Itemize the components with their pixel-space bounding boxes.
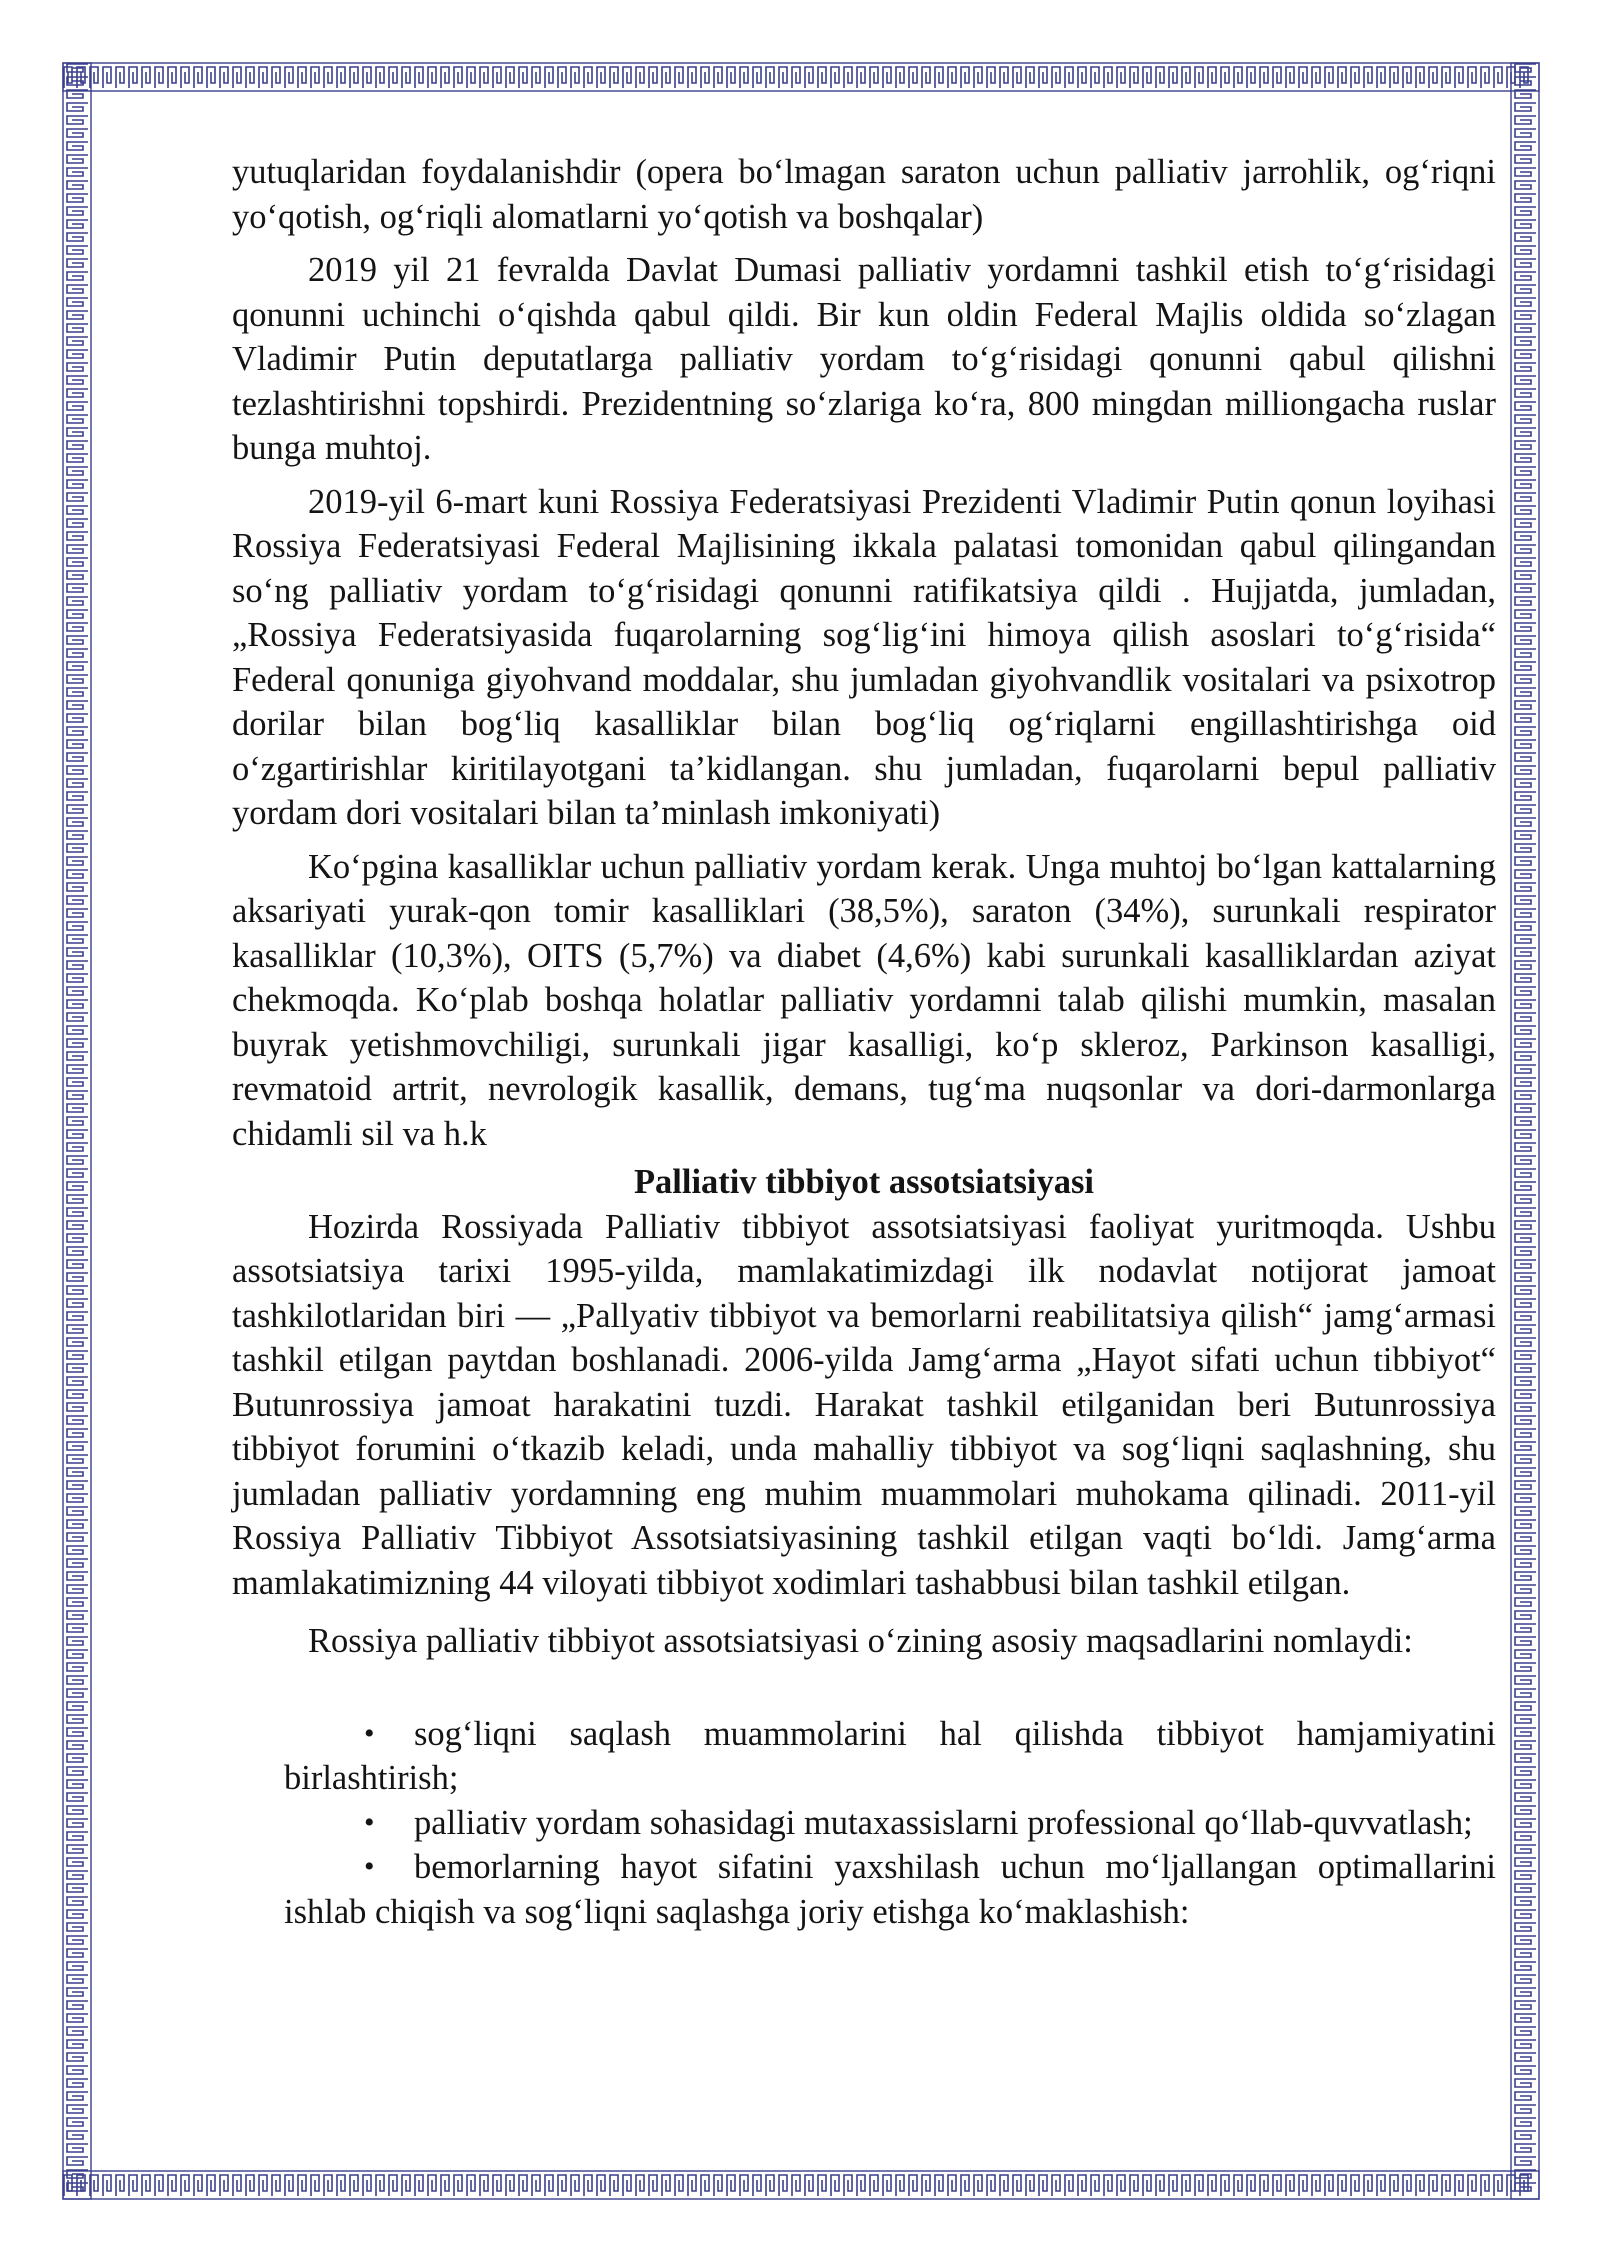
document-body xyxy=(232,150,1496,1934)
bullet-icon: • xyxy=(364,1716,375,1750)
border-pattern xyxy=(67,64,88,2191)
paragraph-continuation: yutuqlaridan foydalanishdir (opera bo‘lmagan saraton uchun palliativ jarrohlik, og‘riqni yo‘qotish, og‘riqli alomatlarni yo‘qotish va boshqalar) xyxy=(232,153,1496,236)
list-item-text: sog‘liqni saqlash muammolarini hal qilishda tibbiyot hamjamiyatini birlashtirish; xyxy=(284,1714,1496,1797)
list-item-text: bemorlarning hayot sifatini yaxshilash uchun mo‘ljallangan optimallarini ishlab chiqish va sog‘liqni saqlashga joriy etishga ko‘maklashish: xyxy=(284,1848,1496,1931)
bullet-icon: • xyxy=(364,1805,375,1839)
list-item xyxy=(284,1845,1496,1934)
list-item xyxy=(284,1801,1496,1846)
bullet-icon: • xyxy=(364,1850,375,1883)
paragraph-association-history: Hozirda Rossiyada Palliativ tibbiyot assotsiatsiyasi faoliyat yuritmoqda. Ushbu assotsiatsiya tarixi 1995-yilda, mamlakatimizdagi ilk nodavlat notijorat jamoat tashkilotlaridan biri — „Pallyativ tibbiyot va bemorlarni reabilitatsiya qilish“ jamg‘armasi tashkil etilgan paytdan boshlanadi. 2006-yilda Jamg‘arma „Hayot sifati uchun tibbiyot“ Butunrossiya jamoat harakatini tuzdi. Harakat tashkil etilganidan beri Butunrossiya tibbiyot forumini o‘tkazib keladi, unda mahalliy tibbiyot va sog‘liqni saqlashning, shu jumladan palliativ yordamning eng muhim muammolari muhokama qilinadi. 2011-yil Rossiya Palliativ Tibbiyot Assotsiatsiyasining tashkil etilgan vaqti bo‘ldi. Jamg‘arma mamlakatimizning 44 viloyati tibbiyot xodimlari tashabbusi bilan tashkil etilgan. xyxy=(232,1207,1496,1602)
border-pattern xyxy=(64,2175,1528,2196)
paragraph-ratification: 2019-yil 6-mart kuni Rossiya Federatsiyasi Prezidenti Vladimir Putin qonun loyihasi Rossiya Federatsiyasi Federal Majlisining ikkala palatasi tomonidan qabul qilingandan so‘ng palliativ yordam to‘g‘risidagi qonunni ratifikatsiya qildi . Hujjatda, jumladan, „Rossiya Federatsiyasida fuqarolarning sog‘lig‘ini himoya qilish asoslari to‘g‘risida“ Federal qonuniga giyohvand moddalar, shu jumladan giyohvandlik vositalari va psixotrop dorilar bilan bog‘liq kasalliklar bilan bog‘liq og‘riqlarni engillashtirishga oid o‘zgartirishlar kiritilayotgani ta’kidlangan. shu jumladan, fuqarolarni bepul palliativ yordam dori vositalari bilan ta’minlash imkoniyati) xyxy=(232,482,1496,832)
paragraph-goals-intro: Rossiya palliativ tibbiyot assotsiatsiyasi o‘zining asosiy maqsadlarini nomlaydi: xyxy=(308,1622,1413,1660)
border-pattern xyxy=(64,67,1528,88)
paragraph-diseases: Ko‘pgina kasalliklar uchun palliativ yordam kerak. Unga muhtoj bo‘lgan kattalarning aksariyati yurak-qon tomir kasalliklari (38,5%), saraton (34%), surunkali respirator kasalliklar (10,3%), OITS (5,7%) va diabet (4,6%) kabi surunkali kasalliklardan aziyat chekmoqda. Ko‘plab boshqa holatlar palliativ yordamni talab qilishi mumkin, masalan buyrak yetishmovchiligi, surunkali jigar kasalligi, ko‘p skleroz, Parkinson kasalligi, revmatoid artrit, nevrologik kasallik, demans, tug‘ma nuqsonlar va dori-darmonlarga chidamli sil va h.k xyxy=(232,847,1496,1153)
list-item-text: palliativ yordam sohasidagi mutaxassislarni professional qo‘llab-quvvatlash; xyxy=(414,1803,1473,1842)
border-right xyxy=(1510,62,1540,2200)
border-top xyxy=(62,62,1540,92)
section-heading: Palliativ tibbiyot assotsiatsiyasi xyxy=(633,1163,1095,1201)
border-left xyxy=(62,62,92,2200)
border-bottom xyxy=(62,2170,1540,2200)
border-pattern xyxy=(1515,64,1536,2191)
paragraph-duma-law: 2019 yil 21 fevralda Davlat Dumasi palliativ yordamni tashkil etish to‘g‘risidagi qonunni uchinchi o‘qishda qabul qildi. Bir kun oldin Federal Majlis oldida so‘zlagan Vladimir Putin deputatlarga palliativ yordam to‘g‘risidagi qonunni qabul qilishni tezlashtirishni topshirdi. Prezidentning so‘zlariga ko‘ra, 800 mingdan milliongacha ruslar bunga muhtoj. xyxy=(232,251,1496,467)
goals-list xyxy=(232,1712,1496,1935)
list-item xyxy=(284,1712,1496,1801)
